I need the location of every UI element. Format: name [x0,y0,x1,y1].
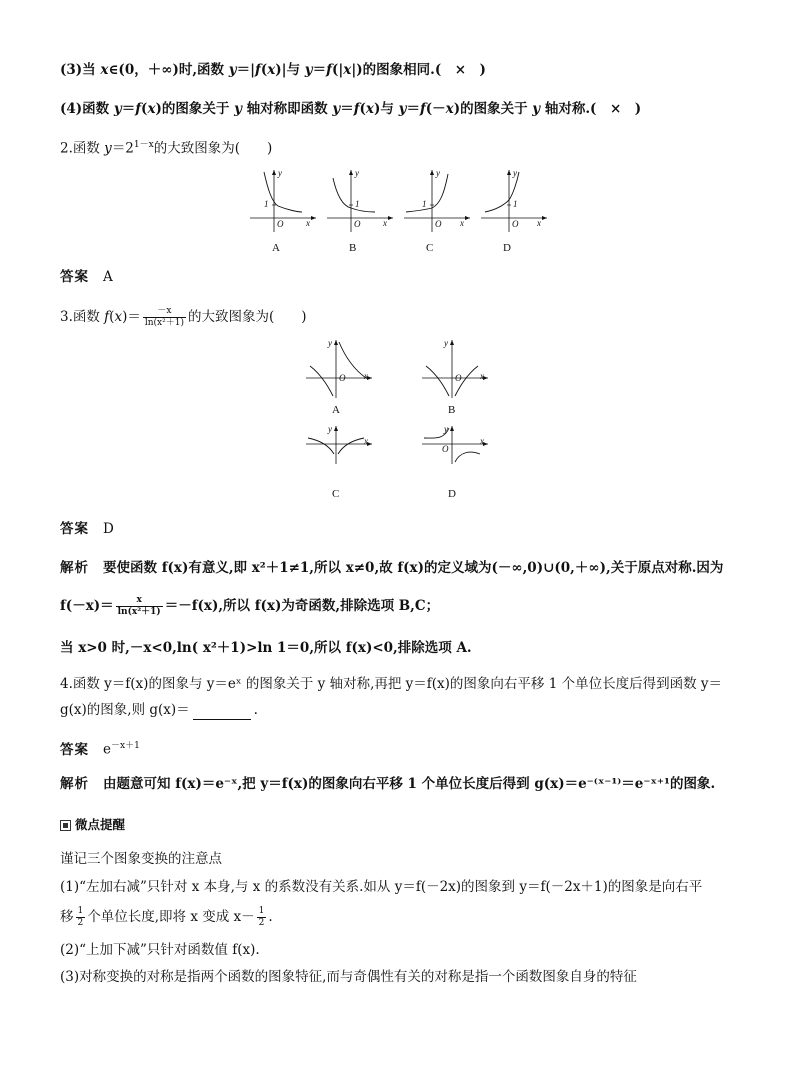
q3a-x-label: x [364,371,368,381]
q3a-y-label: y [328,338,332,348]
q3-caption-c: C [332,488,340,500]
q2b-y-label: y [355,168,359,178]
tip-item-2: (2)“上加下减”只针对函数值 f(x). [60,942,260,958]
q3-solution-line-3: 当 x>0 时,－x<0,ln( x²＋1)>ln 1＝0,所以 f(x)<0,排除选项 A. [60,640,472,656]
q2a-one-label: 1 [264,199,269,209]
statement-3: (3)当 x∈(0，＋∞)时,函数 y＝|f(x)|与 y＝f(|x|)的图象相同.( × ) [60,62,486,78]
q3-caption-b: B [448,404,456,416]
q2d-one-label: 1 [513,199,518,209]
q3-solution-line-2: f(－x)＝ $\frac{x}{\text{ln(x²＋1)}}$ ＝－f(x),所以 f(x)为奇函数,排除选项 B,C； [60,595,440,617]
q2c-origin-label: O [435,219,442,229]
tip-item-1-cont: 移 $\frac{1}{2}$ 个单位长度,即将 x 变成 x－ $\frac{1}{2}$ . [60,906,273,928]
q2c-y-label: y [436,168,440,178]
q3d-y-label: y [444,424,448,434]
q2-graph-b [325,168,397,234]
q2d-origin-label: O [512,219,519,229]
q3-fraction: $\frac{-x}{\text{ln(x²＋1)}}$ [144,306,184,328]
q4-solution: 解析 由题意可知 f(x)＝e⁻ˣ,把 y＝f(x)的图象向右平移 1 个单位长度后得到 g(x)＝e⁻⁽ˣ⁻¹⁾＝e⁻ˣ⁺¹的图象. [60,776,716,792]
q3c-y-label: y [328,424,332,434]
q3-graph-d [420,424,492,486]
q3-solution-fraction: $\frac{x}{\text{ln(x²＋1)}}$ [117,595,161,617]
q2c-one-label: 1 [422,199,427,209]
tip-fraction-1: $\frac{1}{2}$ [77,906,84,928]
q3c-x-label: x [364,436,368,446]
q2-caption-c: C [426,242,434,254]
q3-graph-c [304,424,376,486]
question-4-line-2: g(x)的图象,则 g(x)＝ . [60,702,258,718]
q2d-y-label: y [513,168,517,178]
q2-graph-d [479,168,551,234]
question-3: 3.函数 f(x)＝ $\frac{-x}{\text{ln(x²＋1)}}$ 的大致图象为( ) [60,306,307,328]
answer-blank[interactable] [193,705,251,720]
q3-caption-a: A [332,404,340,416]
question-2: 2.函数 $y=2^{1-x}$的大致图象为( ) [60,140,273,157]
q2-caption-d: D [503,242,511,254]
q2a-origin-label: O [277,219,284,229]
q3d-x-label: x [480,436,484,446]
q3a-origin-label: O [339,373,346,383]
q2-caption-a: A [272,242,280,254]
q4-answer: 答案 $e^{-x+1}$ [60,741,140,758]
tip-intro: 谨记三个图象变换的注意点 [60,851,222,867]
question-4-line-1: 4.函数 y＝f(x)的图象与 y＝eˣ 的图象关于 y 轴对称,再把 y＝f(x)的图象向右平移 1 个单位长度后得到函数 y＝ [60,676,723,692]
q2-answer: 答案 A [60,269,113,285]
tip-fraction-2: $\frac{1}{2}$ [258,906,265,928]
tip-heading: 微点提醒 [60,815,125,835]
q3b-origin-label: O [455,373,462,383]
q2d-x-label: x [537,218,541,228]
q3-solution-line-1: 解析 要使函数 f(x)有意义,即 x²＋1≠1,所以 x≠0,故 f(x)的定义域为(－∞,0)∪(0,＋∞),关于原点对称.因为 [60,560,724,576]
q3d-origin-label: O [442,444,449,454]
tip-item-3: (3)对称变换的对称是指两个函数的图象特征,而与奇偶性有关的对称是指一个函数图象自身的特征 [60,969,637,985]
statement-4: (4)函数 y＝f(x)的图象关于 y 轴对称即函数 y＝f(x)与 y＝f(－x)的图象关于 y 轴对称.( × ) [60,101,642,117]
q2a-x-label: x [306,218,310,228]
q2-graph-a [248,168,320,234]
q3-caption-d: D [448,488,456,500]
tip-square-icon [60,820,71,831]
q2-graph-c [402,168,474,234]
tip-item-1: (1)“左加右减”只针对 x 本身,与 x 的系数没有关系.如从 y＝f(－2x)的图象到 y＝f(－2x＋1)的图象是向右平 [60,879,703,895]
q3-answer: 答案 D [60,521,114,537]
q2-caption-b: B [349,242,357,254]
q2c-x-label: x [460,218,464,228]
q2a-y-label: y [278,168,282,178]
q2b-origin-label: O [354,219,361,229]
q3-graph-b [420,338,492,400]
q2b-one-label: 1 [355,199,360,209]
q2b-x-label: x [383,218,387,228]
q3b-y-label: y [444,338,448,348]
q3b-x-label: x [480,371,484,381]
q3-graph-a [304,338,376,400]
